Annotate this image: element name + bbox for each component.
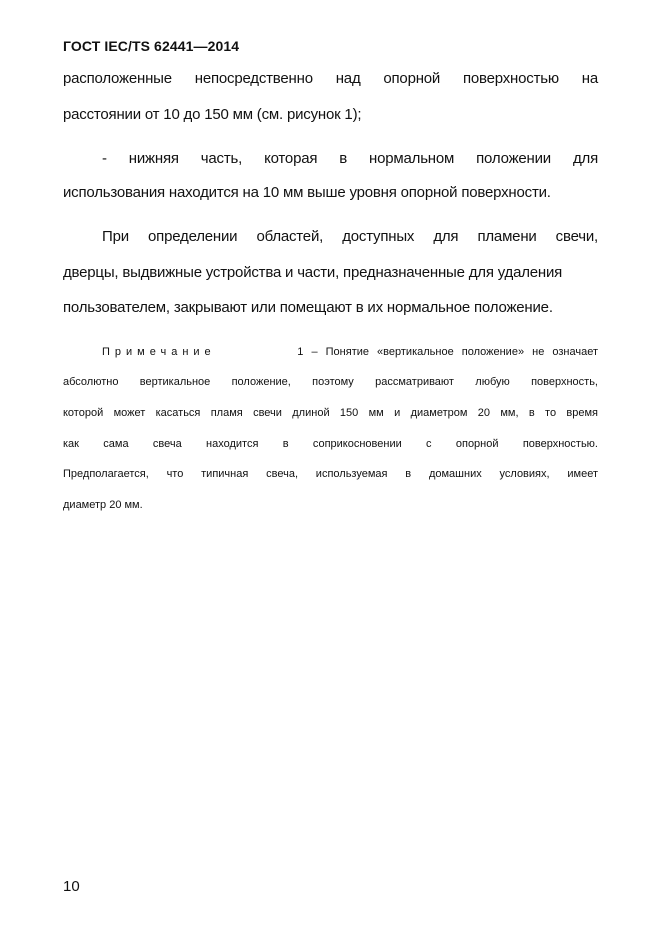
note-label: Примечание: [102, 346, 216, 358]
note-line-5: Предполагается, что типичная свеча, используемая в домашних условиях, имеет: [63, 468, 598, 480]
body-line-5: При определении областей, доступных для пламени свечи,: [102, 228, 598, 245]
body-line-4: использования находится на 10 мм выше уровня опорной поверхности.: [63, 184, 551, 201]
body-line-3: - нижняя часть, которая в нормальном положении для: [102, 150, 598, 167]
body-line-6: дверцы, выдвижные устройства и части, предназначенные для удаления: [63, 264, 563, 281]
note-line-3: которой может касаться пламя свечи длиной 150 мм и диаметром 20 мм, в то время: [63, 407, 598, 419]
note-first-line: [102, 345, 598, 359]
document-header: ГОСТ IEC/TS 62441—2014: [63, 38, 240, 54]
body-line-7: пользователем, закрывают или помещают в их нормальное положение.: [63, 299, 553, 316]
note-first-line-text: 1 – Понятие «вертикальное положение» не означает: [297, 346, 598, 358]
body-line-1: расположенные непосредственно над опорной поверхностью на: [63, 70, 598, 87]
note-line-4: как сама свеча находится в соприкосновении с опорной поверхностью.: [63, 438, 598, 450]
page-number: 10: [63, 878, 80, 895]
note-line-6: диаметр 20 мм.: [63, 499, 143, 511]
note-line-2: абсолютно вертикальное положение, поэтому рассматривают любую поверхность,: [63, 376, 598, 388]
body-line-2: расстоянии от 10 до 150 мм (см. рисунок 1);: [63, 106, 362, 123]
